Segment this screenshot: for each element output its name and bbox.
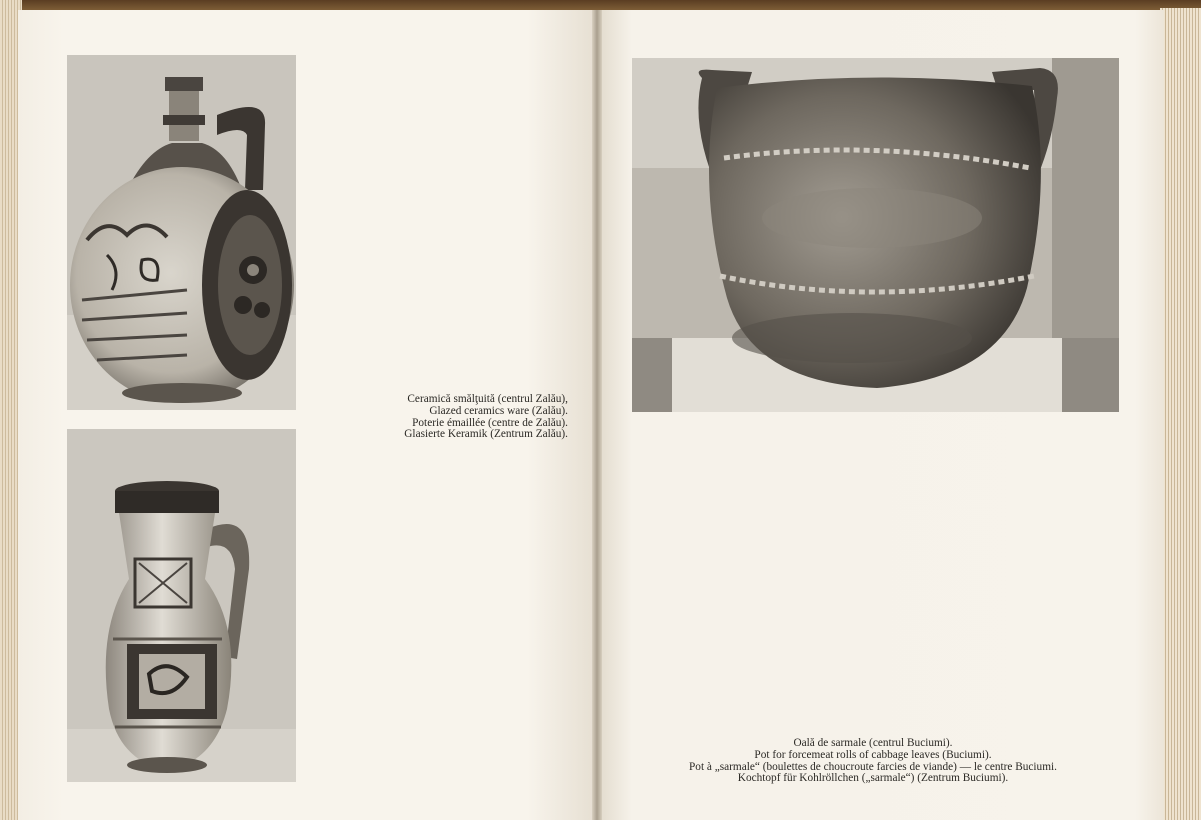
right-page-edges <box>1160 8 1201 820</box>
pot-illustration <box>632 58 1119 412</box>
caption-line-fr: Pot à „sarmale“ (boulettes de choucroute farcies de viande) — le centre Buciumi. <box>689 760 1057 773</box>
caption-buciumi-pot <box>618 738 1128 785</box>
caption-zalau-ceramics <box>330 394 568 441</box>
book-gutter <box>592 10 602 820</box>
photo-glazed-jug <box>67 429 296 782</box>
photo-glazed-flask <box>67 55 296 410</box>
caption-line-ro: Oală de sarmale (centrul Buciumi). <box>793 737 953 749</box>
caption-line-de: Kochtopf für Kohlröllchen („sarmale“) (Zentrum Buciumi). <box>737 772 1009 785</box>
caption-line-en: Glazed ceramics ware (Zalău). <box>429 404 568 417</box>
caption-line-de: Glasierte Keramik (Zentrum Zalău). <box>404 428 568 441</box>
caption-line-fr: Poterie émaillée (centre de Zalău). <box>412 416 568 429</box>
flask-illustration <box>67 55 296 410</box>
caption-line-ro: Ceramică smălţuită (centrul Zalău), <box>407 393 568 405</box>
jug-illustration <box>67 429 296 782</box>
caption-line-en: Pot for forcemeat rolls of cabbage leaves (Buciumi). <box>754 748 992 761</box>
photo-cooking-pot <box>632 58 1119 412</box>
